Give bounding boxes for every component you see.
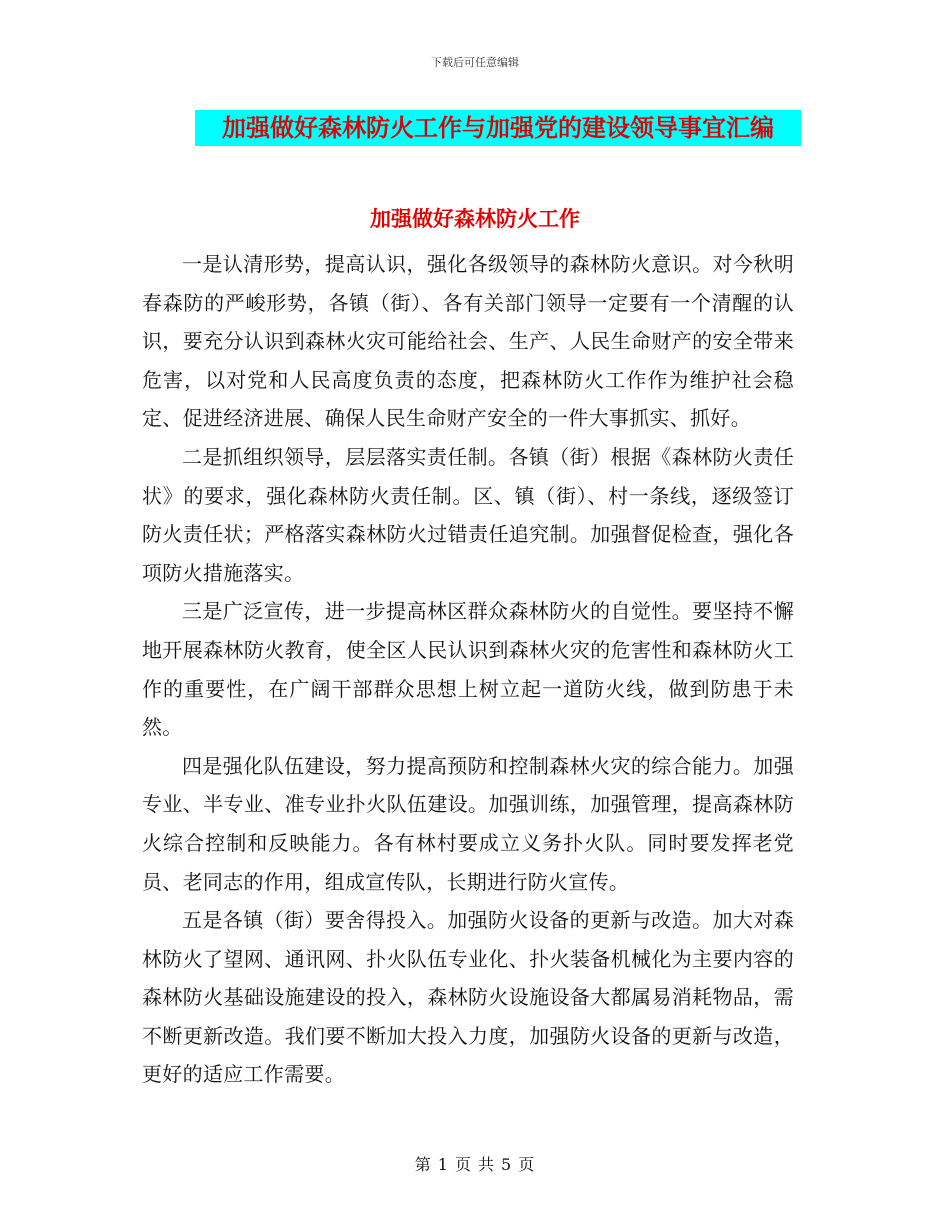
paragraph-2: 二是抓组织领导，层层落实责任制。各镇（街）根据《森林防火责任状》的要求，强化森林防火责任制。区、镇（街）、村一条线，逐级签订防火责任状；严格落实森林防火过错责任追究制。加强督促检查，强化各项防火措施落实。 — [142, 444, 794, 585]
paragraph-1: 一是认清形势，提高认识，强化各级领导的森林防火意识。对今秋明春森防的严峻形势，各镇（街）、各有关部门领导一定要有一个清醒的认识，要充分认识到森林火灾可能给社会、生产、人民生命财产的安全带来危害，以对党和人民高度负责的态度，把森林防火工作作为维护社会稳定、促进经济进展、确保人民生命财产安全的一件大事抓实、抓好。 — [142, 252, 794, 431]
body-text — [142, 245, 794, 1094]
footer-total-pages: 5 — [501, 1155, 513, 1174]
document-title: 加强做好森林防火工作与加强党的建设领导事宜汇编 — [195, 110, 801, 146]
paragraph-3: 三是广泛宣传，进一步提高林区群众森林防火的自觉性。要坚持不懈地开展森林防火教育，使全区人民认识到森林火灾的危害性和森林防火工作的重要性，在广阔干部群众思想上树立起一道防火线，做到防患于未然。 — [142, 599, 794, 740]
header-note: 下载后可任意编辑 — [431, 56, 519, 69]
footer-middle: 页 共 — [454, 1155, 496, 1174]
footer-suffix: 页 — [518, 1155, 536, 1174]
paragraph-5: 五是各镇（街）要舍得投入。加强防火设备的更新与改造。加大对森林防火了望网、通讯网、扑火队伍专业化、扑火装备机械化为主要内容的森林防火基础设施建设的投入，森林防火设施设备大都属易消耗物品，需不断更新改造。我们要不断加大投入力度，加强防火设备的更新与改造，更好的适应工作需要。 — [142, 908, 794, 1087]
footer-page-number: 1 — [437, 1155, 449, 1174]
page-footer — [0, 1152, 950, 1175]
paragraph-4: 四是强化队伍建设，努力提高预防和控制森林火灾的综合能力。加强专业、半专业、准专业扑火队伍建设。加强训练，加强管理，提高森林防火综合控制和反映能力。各有林村要成立义务扑火队。同时要发挥老党员、老同志的作用，组成宣传队，长期进行防火宣传。 — [142, 753, 794, 894]
section-title: 加强做好森林防火工作 — [370, 207, 580, 231]
footer-prefix: 第 — [414, 1155, 432, 1174]
